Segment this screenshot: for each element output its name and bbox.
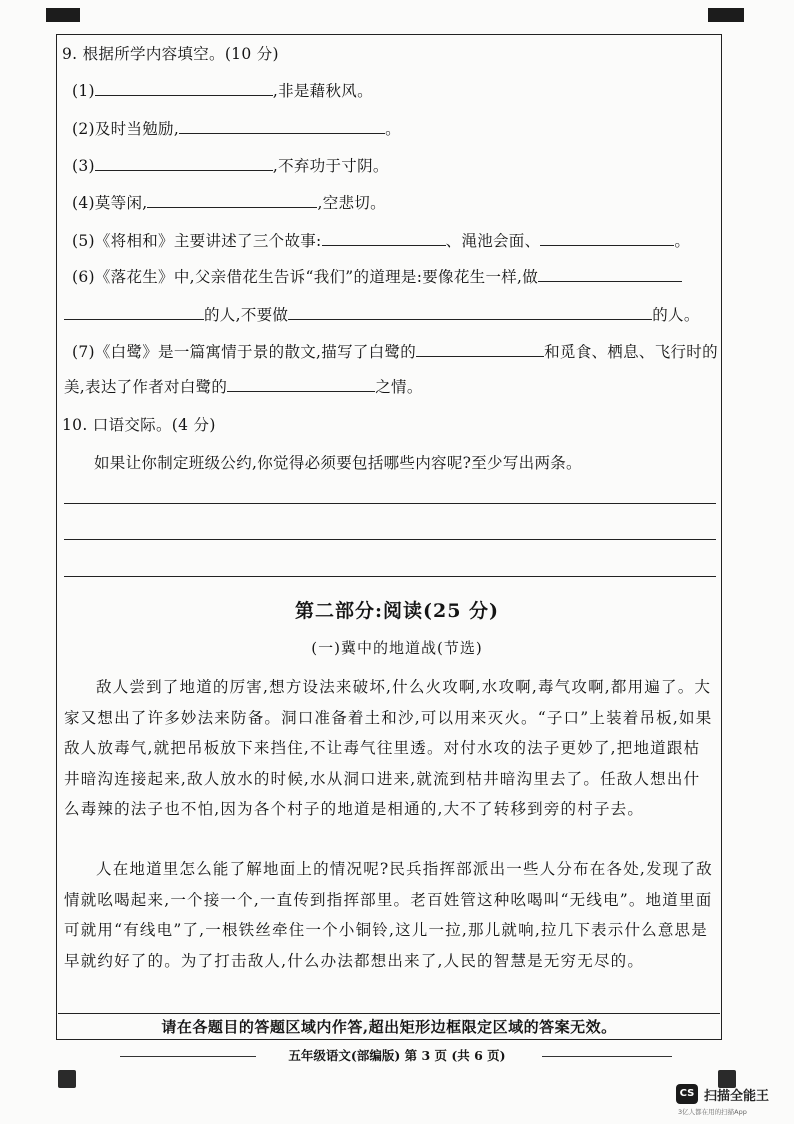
q9-item-5-mid: 、渑池会面、 bbox=[445, 232, 541, 250]
q9-item-1-prefix: (1) bbox=[72, 82, 95, 100]
fill-blank[interactable] bbox=[538, 267, 682, 282]
passage-paragraph-2-text: 人在地道里怎么能了解地面上的情况呢?民兵指挥部派出一些人分布在各处,发现了敌情就吆喝起来,一个接一个,一直传到指挥部里。老百姓管这种吆喝叫“无线电”。地道里面可就用“有线电”了,一根铁丝牵住一个小铜铃,这儿一拉,那儿就响,拉几下表示什么意思是早就约好了的。为了打击敌人,什么办法都想出来了,人民的智慧是无穷无尽的。 bbox=[64, 860, 713, 970]
q9-item-3-prefix: (3) bbox=[72, 157, 95, 175]
q9-item-6-prefix: (6)《落花生》中,父亲借花生告诉“我们”的道理是:要像花生一样,做 bbox=[72, 268, 539, 286]
q9-item-1 bbox=[72, 79, 373, 101]
page-footer: 五年级语文(部编版) 第 3 页 (共 6 页) bbox=[288, 1048, 506, 1063]
passage-paragraph-1 bbox=[64, 672, 716, 825]
q9-item-6-line1 bbox=[72, 265, 682, 287]
q9-item-3-suffix: ,不弃功于寸阴。 bbox=[272, 157, 389, 175]
passage-title: (一)冀中的地道战(节选) bbox=[311, 639, 483, 657]
fill-blank[interactable] bbox=[288, 305, 652, 320]
q9-item-7-suffix: 之情。 bbox=[375, 378, 423, 396]
q9-item-3 bbox=[72, 154, 389, 176]
fill-blank[interactable] bbox=[416, 342, 544, 357]
q9-item-7-line2-prefix: 美,表达了作者对白鹭的 bbox=[64, 378, 228, 396]
q9-item-7-mid: 和觅食、栖息、飞行时的 bbox=[544, 343, 718, 361]
q9-item-4-suffix: ,空悲切。 bbox=[317, 194, 386, 212]
fill-blank[interactable] bbox=[95, 156, 273, 171]
q10-prompt: 如果让你制定班级公约,你觉得必须要包括哪些内容呢?至少写出两条。 bbox=[94, 454, 582, 472]
fill-blank[interactable] bbox=[227, 377, 375, 392]
answer-line[interactable] bbox=[64, 576, 716, 577]
scanner-watermark bbox=[676, 1084, 788, 1118]
passage-paragraph-1-text: 敌人尝到了地道的厉害,想方设法来破坏,什么火攻啊,水攻啊,毒气攻啊,都用遍了。大家又想出了许多妙法来防备。洞口准备着土和沙,可以用来灭火。“子口”上装着吊板,如果敌人放毒气,就把吊板放下来挡住,不让毒气往里透。对付水攻的法子更妙了,把地道跟枯井暗沟连接起来,敌人放水的时候,水从洞口进来,就流到枯井暗沟里去了。任敌人想出什么毒辣的法子也不怕,因为各个村子的地道是相通的,大不了转移到旁的村子去。 bbox=[64, 678, 713, 818]
answer-line[interactable] bbox=[64, 503, 716, 504]
q9-item-2 bbox=[72, 117, 401, 139]
q9-item-4 bbox=[72, 191, 386, 213]
fill-blank[interactable] bbox=[322, 231, 446, 246]
fill-blank[interactable] bbox=[95, 81, 273, 96]
registration-mark-bottom-left bbox=[58, 1070, 76, 1088]
passage-paragraph-2 bbox=[64, 854, 716, 976]
fill-blank[interactable] bbox=[147, 193, 317, 208]
q9-item-6-line2 bbox=[64, 303, 700, 325]
registration-mark-top-left bbox=[46, 8, 80, 22]
q9-item-5-suffix: 。 bbox=[674, 232, 691, 250]
answer-area-notice: 请在各题目的答题区域内作答,超出矩形边框限定区域的答案无效。 bbox=[58, 1013, 720, 1039]
q10-title: 10. 口语交际。(4 分) bbox=[62, 416, 216, 434]
q9-item-4-prefix: (4)莫等闲, bbox=[72, 194, 148, 212]
q9-item-1-suffix: ,非是藉秋风。 bbox=[272, 82, 373, 100]
q9-item-7-line1 bbox=[72, 340, 718, 362]
answer-line[interactable] bbox=[64, 539, 716, 540]
q9-item-5 bbox=[72, 229, 690, 251]
scanner-app-name: 扫描全能王 bbox=[704, 1089, 770, 1104]
q9-item-5-prefix: (5)《将相和》主要讲述了三个故事: bbox=[72, 232, 322, 250]
fill-blank[interactable] bbox=[179, 119, 385, 134]
fill-blank[interactable] bbox=[540, 231, 674, 246]
q9-item-6-mid: 的人,不要做 bbox=[204, 306, 289, 324]
registration-mark-top-right bbox=[708, 8, 744, 22]
q9-item-2-prefix: (2)及时当勉励, bbox=[72, 120, 180, 138]
fill-blank[interactable] bbox=[64, 305, 204, 320]
q9-title: 9. 根据所学内容填空。(10 分) bbox=[62, 45, 279, 63]
q9-item-7-line2 bbox=[64, 375, 423, 397]
q9-item-6-suffix: 的人。 bbox=[652, 306, 700, 324]
camscanner-logo-icon: CS bbox=[676, 1084, 698, 1104]
part2-title: 第二部分:阅读(25 分) bbox=[294, 600, 500, 622]
q9-item-2-suffix: 。 bbox=[385, 120, 401, 138]
q9-item-7-prefix: (7)《白鹭》是一篇寓情于景的散文,描写了白鹭的 bbox=[72, 343, 417, 361]
scanner-tagline: 3亿人都在用的扫描App bbox=[678, 1108, 747, 1116]
